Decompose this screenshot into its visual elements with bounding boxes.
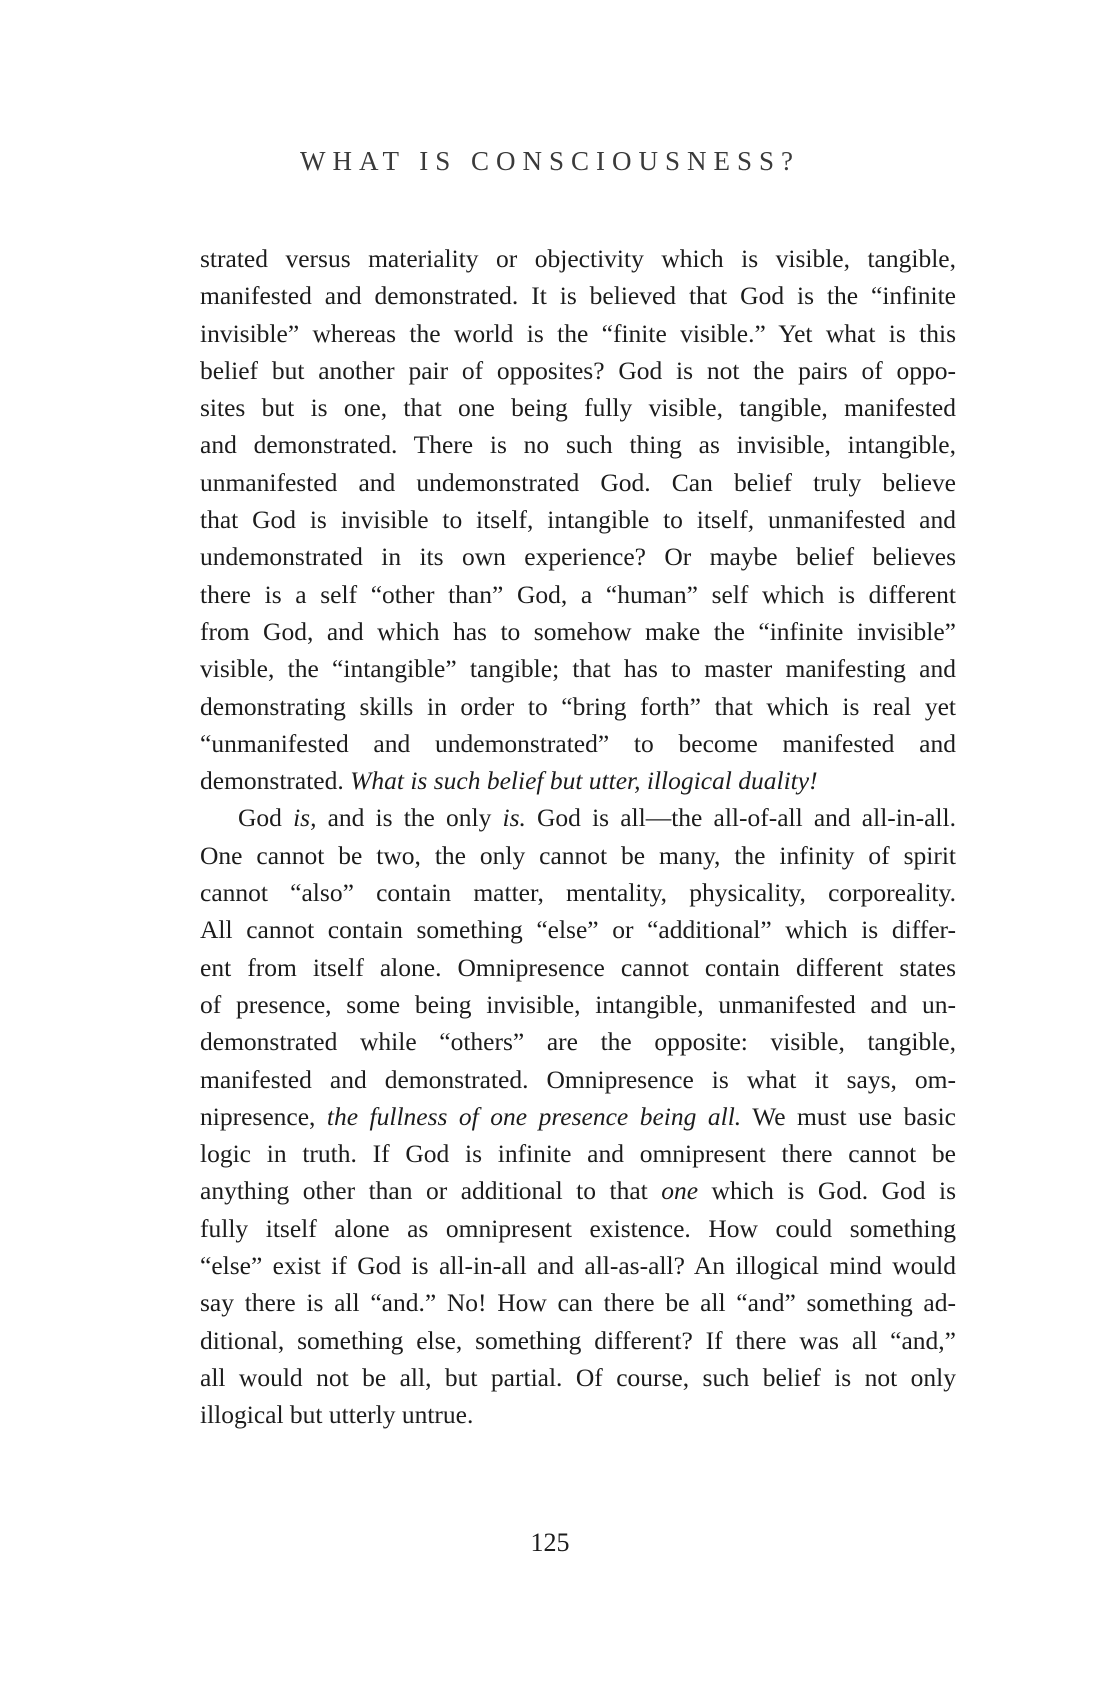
text-line: visible, the “intangible” tangible; that has to master manifesting and	[200, 654, 956, 684]
text-run: anything other than or additional to that	[200, 1176, 662, 1206]
text-line	[200, 1172, 956, 1209]
text-line: fully itself alone as omnipresent existence. How could something	[200, 1213, 956, 1243]
paragraph-first-line	[200, 799, 956, 836]
text-run: nipresence,	[200, 1101, 327, 1131]
text-line: there is a self “other than” God, a “human” self which is different	[200, 579, 956, 609]
text-line: that God is invisible to itself, intangible to itself, unmanifested and	[200, 505, 956, 535]
italic-emphasis: one	[661, 1176, 699, 1206]
text-line: “else” exist if God is all-in-all and all-as-all? An illogical mind would	[200, 1251, 956, 1281]
text-line: cannot “also” contain matter, mentality, physicality, corporeality.	[200, 878, 956, 908]
italic-emphasis: is,	[293, 803, 317, 833]
text-line: logic in truth. If God is infinite and omnipresent there cannot be	[200, 1139, 956, 1169]
text-line: invisible” whereas the world is the “finite visible.” Yet what is this	[200, 318, 956, 348]
page-number: 125	[530, 1528, 570, 1557]
text-line: ent from itself alone. Omnipresence cannot contain different states	[200, 952, 956, 982]
text-line: All cannot contain something “else” or “additional” which is differ-	[200, 915, 956, 945]
text-line: manifested and demonstrated. It is believed that God is the “infinite	[200, 281, 956, 311]
text-line: of presence, some being invisible, intangible, unmanifested and un-	[200, 989, 956, 1019]
text-run: God is all—the all-of-all and all-in-all.	[525, 803, 956, 833]
text-line: “unmanifested and undemonstrated” to become manifested and	[200, 728, 956, 758]
text-line: One cannot be two, the only cannot be many, the infinity of spirit	[200, 840, 956, 870]
text-line: ditional, something else, something different? If there was all “and,”	[200, 1325, 956, 1355]
text-line: manifested and demonstrated. Omnipresence is what it says, om-	[200, 1064, 956, 1094]
running-head-title: WHAT IS CONSCIOUSNESS?	[299, 146, 801, 176]
text-line: and demonstrated. There is no such thing as invisible, intangible,	[200, 430, 956, 460]
text-line: sites but is one, that one being fully visible, tangible, manifested	[200, 393, 956, 423]
text-line	[200, 1098, 956, 1135]
text-run: and is the only	[316, 803, 503, 833]
text-line: belief but another pair of opposites? God is not the pairs of oppo-	[200, 355, 956, 385]
text-line: demonstrated while “others” are the opposite: visible, tangible,	[200, 1027, 956, 1057]
text-run: God	[238, 803, 294, 833]
text-run: demonstrated.	[200, 766, 351, 796]
text-line: from God, and which has to somehow make the “infinite invisible”	[200, 616, 956, 646]
text-line: undemonstrated in its own experience? Or maybe belief believes	[200, 542, 956, 572]
text-line: strated versus materiality or objectivity which is visible, tangible,	[200, 244, 956, 273]
text-run: We must use basic	[741, 1101, 956, 1131]
italic-emphasis: is.	[502, 803, 526, 833]
paragraph-end-line	[200, 762, 956, 799]
text-line: all would not be all, but partial. Of course, such belief is not only	[200, 1362, 956, 1392]
text-line: say there is all “and.” No! How can there be all “and” something ad-	[200, 1288, 956, 1318]
body-text	[200, 240, 956, 1434]
italic-emphasis: What is such belief but utter, illogical duality!	[350, 766, 818, 796]
italic-emphasis: the fullness of one presence being all.	[326, 1101, 742, 1131]
text-line: unmanifested and undemonstrated God. Can belief truly believe	[200, 467, 956, 497]
text-line: demonstrating skills in order to “bring forth” that which is real yet	[200, 691, 956, 721]
text-run: which is God. God is	[698, 1176, 957, 1206]
paragraph-end-line: illogical but utterly untrue.	[200, 1400, 474, 1430]
